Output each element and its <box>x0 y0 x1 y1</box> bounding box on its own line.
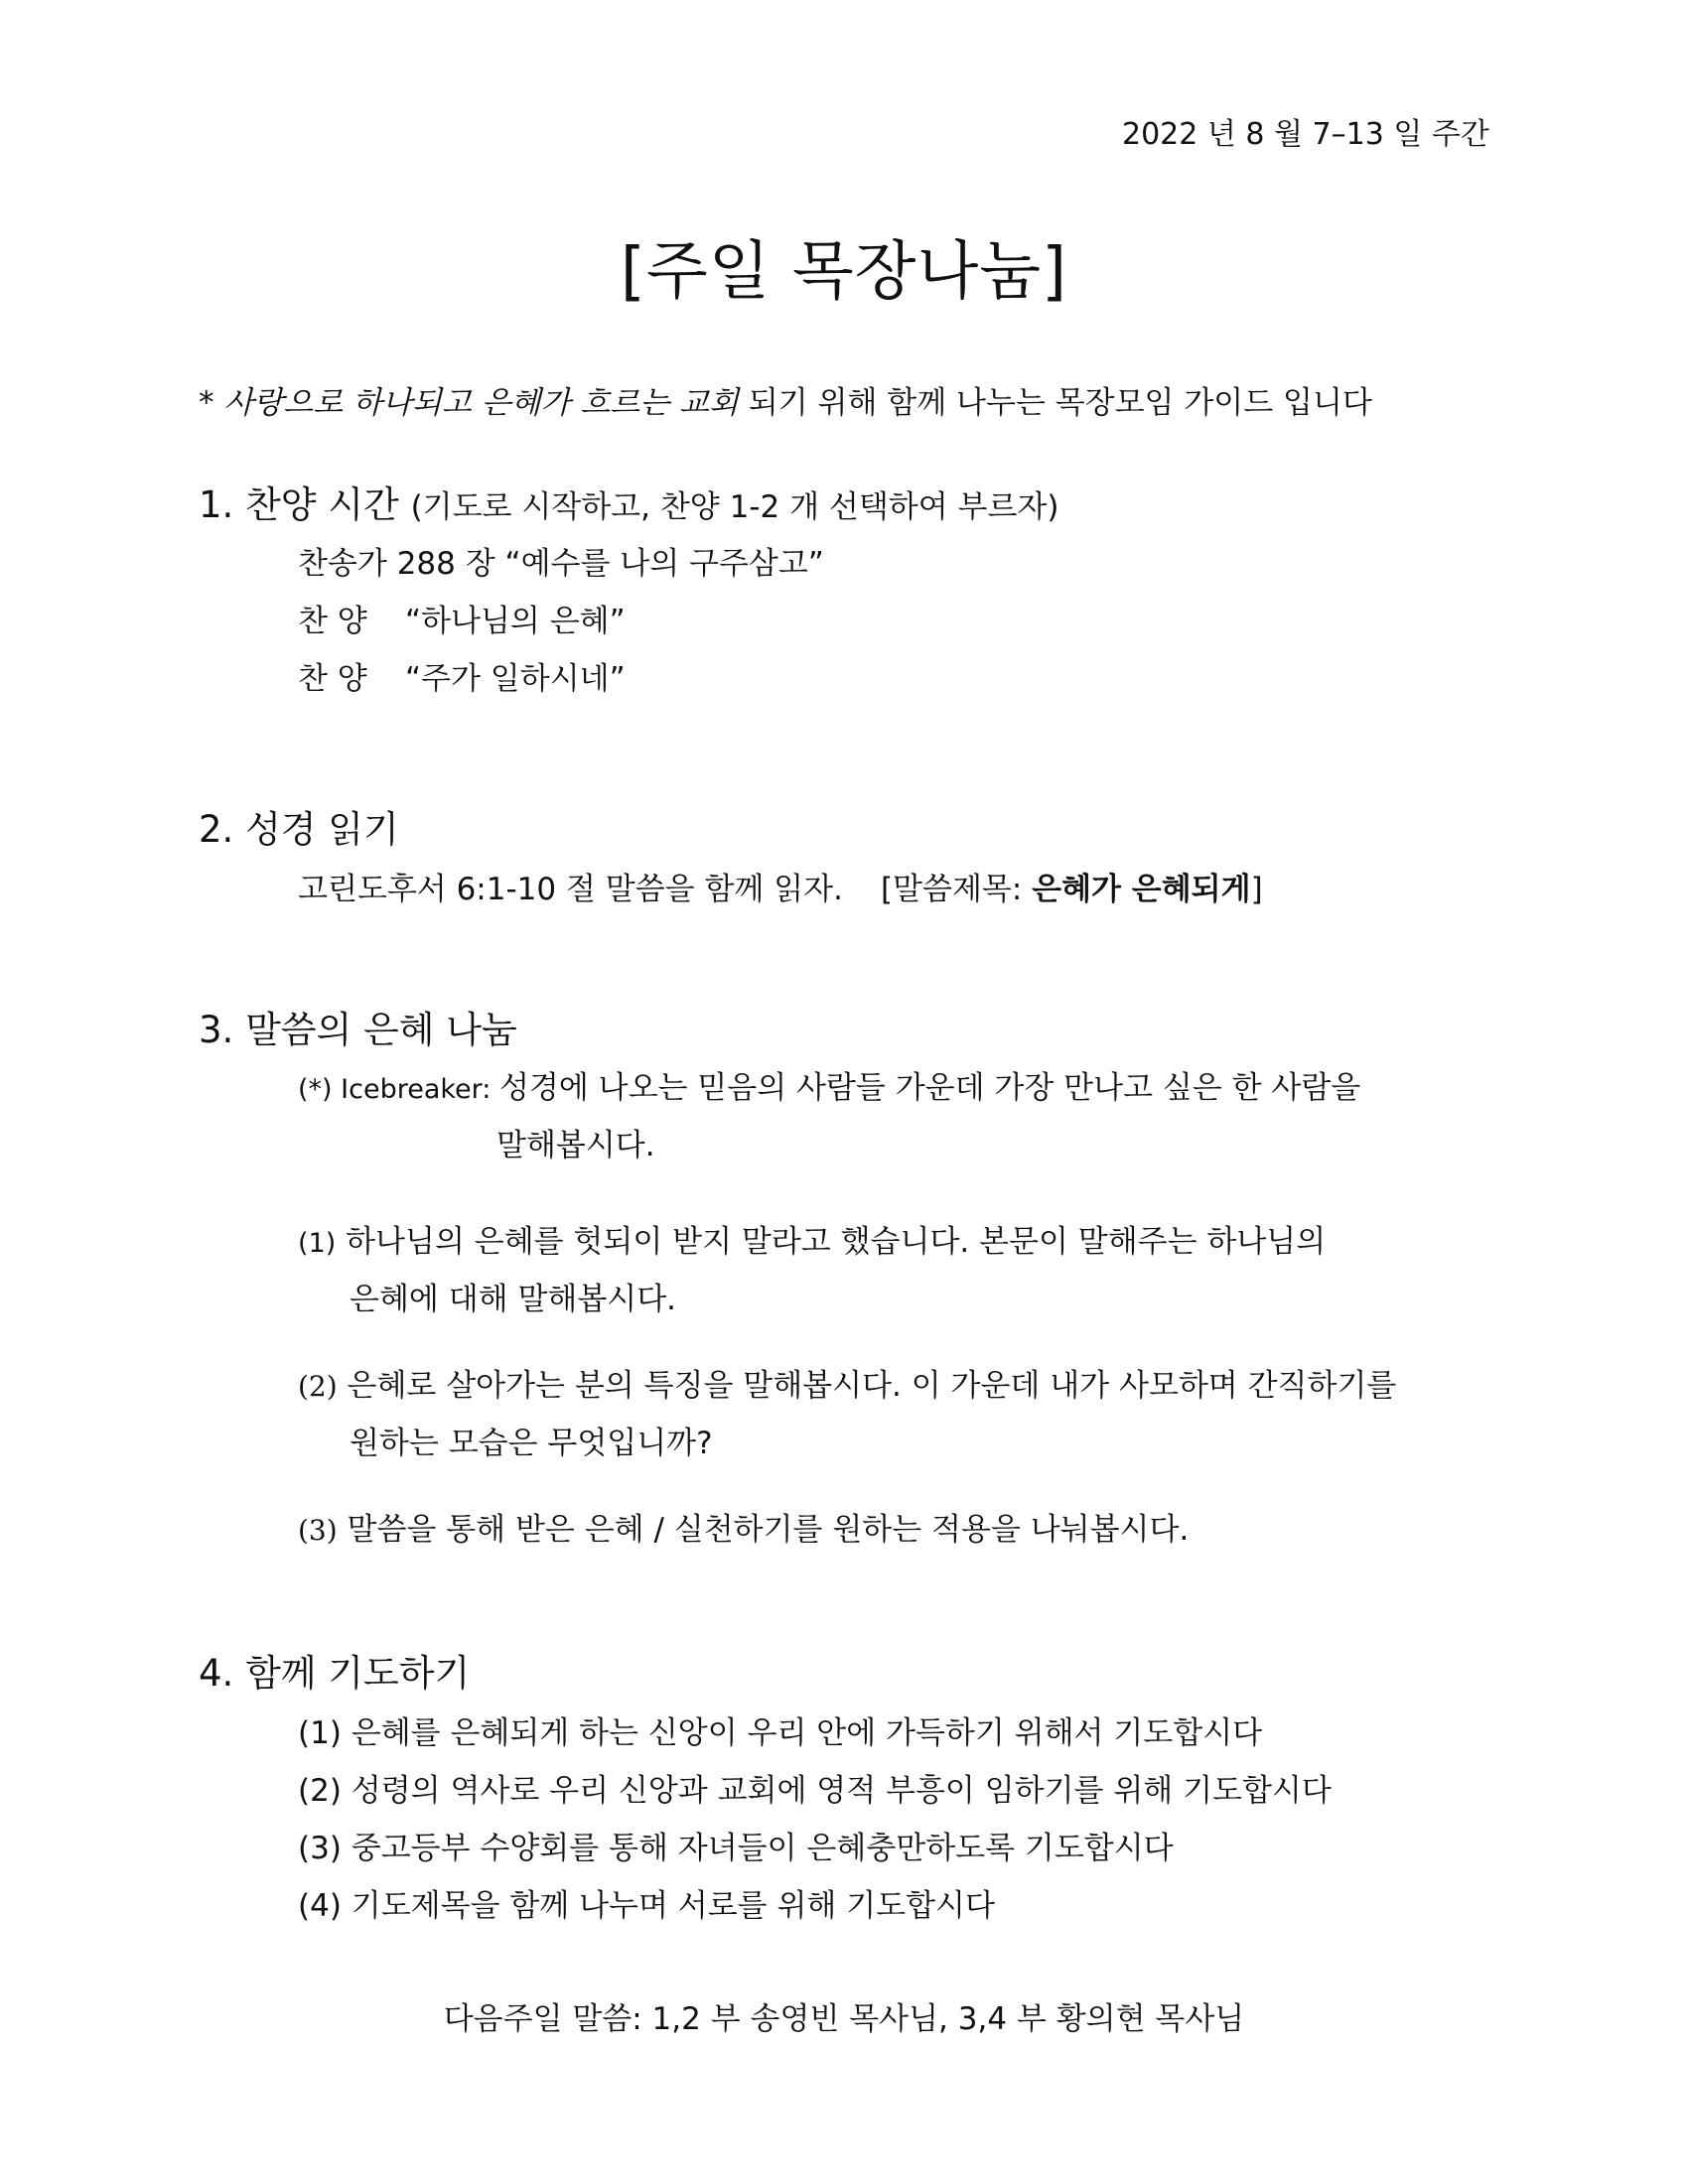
page-title: [주일 목장나눔] <box>620 235 1068 309</box>
reading-line <box>298 864 1263 908</box>
question-2-cont: 원하는 모습은 무엇입니까? <box>350 1426 713 1461</box>
song-line-1 <box>298 596 626 640</box>
sermon-suffix: ] <box>1250 872 1263 907</box>
song-label: 찬 양 <box>298 661 367 697</box>
question-1 <box>298 1216 1326 1261</box>
question-number: (3) <box>298 1514 338 1547</box>
week-date: 2022 년 8 월 7–13 일 주간 <box>1122 117 1489 152</box>
icebreaker-line <box>298 1062 1360 1107</box>
intro-motto: 사랑으로 하나되고 은혜가 흐르는 교회 <box>223 385 739 421</box>
section1-title: 1. 찬양 시간 <box>199 483 399 526</box>
hymn-line: 찬송가 288 장 “예수를 나의 구주삼고” <box>298 546 824 582</box>
question-number: (1) <box>298 1228 337 1259</box>
question-2 <box>298 1360 1396 1405</box>
section4-heading: 4. 함께 기도하기 <box>199 1652 471 1695</box>
question-1-cont: 은혜에 대해 말해봅시다. <box>350 1282 677 1317</box>
icebreaker-text: 성경에 나오는 믿음의 사람들 가운데 가장 만나고 싶은 한 사람을 <box>498 1070 1361 1106</box>
question-3 <box>298 1504 1189 1549</box>
prayer-item-1: (1) 은혜를 은혜되게 하는 신앙이 우리 안에 가득하기 위해서 기도합시다 <box>298 1715 1263 1751</box>
sermon-prefix: [말씀제목: <box>880 872 1033 907</box>
question-text: 말씀을 통해 받은 은혜 / 실천하기를 원하는 적용을 나눠봅시다. <box>337 1512 1190 1548</box>
section1-heading <box>199 475 1058 528</box>
next-sunday-preachers: 다음주일 말씀: 1,2 부 송영빈 목사님, 3,4 부 황의현 목사님 <box>443 2001 1245 2037</box>
prayer-item-3: (3) 중고등부 수양회를 통해 자녀들이 은혜충만하도록 기도합시다 <box>298 1831 1174 1866</box>
icebreaker-label: (*) Icebreaker: <box>298 1074 499 1105</box>
section3-heading: 3. 말씀의 은혜 나눔 <box>199 1009 517 1051</box>
sermon-title: 은혜가 은혜되게 <box>1032 872 1251 907</box>
section1-note: (기도로 시작하고, 찬양 1-2 개 선택하여 부르자) <box>410 489 1059 525</box>
question-text: 은혜로 살아가는 분의 특징을 말해봅시다. 이 가운데 내가 사모하며 간직하기를 <box>337 1368 1397 1404</box>
song-title: “주가 일하시네” <box>405 661 626 697</box>
section2-heading: 2. 성경 읽기 <box>199 808 399 851</box>
intro-prefix: * <box>199 385 224 421</box>
prayer-item-4: (4) 기도제목을 함께 나누며 서로를 위해 기도합시다 <box>298 1888 995 1924</box>
intro-rest: 되기 위해 함께 나누는 목장모임 가이드 입니다 <box>738 385 1372 421</box>
reading-text: 고린도후서 6:1-10 절 말씀을 함께 읽자. <box>298 872 843 907</box>
prayer-item-2: (2) 성령의 역사로 우리 신앙과 교회에 영적 부흥이 임하기를 위해 기도합시다 <box>298 1773 1332 1809</box>
song-label: 찬 양 <box>298 604 367 639</box>
question-text: 하나님의 은혜를 헛되이 받지 말라고 했습니다. 본문이 말해주는 하나님의 <box>336 1224 1327 1260</box>
intro-line <box>199 377 1372 422</box>
icebreaker-line-2: 말해봅시다. <box>496 1128 655 1163</box>
song-title: “하나님의 은혜” <box>405 604 626 639</box>
question-number: (2) <box>298 1370 338 1403</box>
song-line-2 <box>298 653 626 698</box>
